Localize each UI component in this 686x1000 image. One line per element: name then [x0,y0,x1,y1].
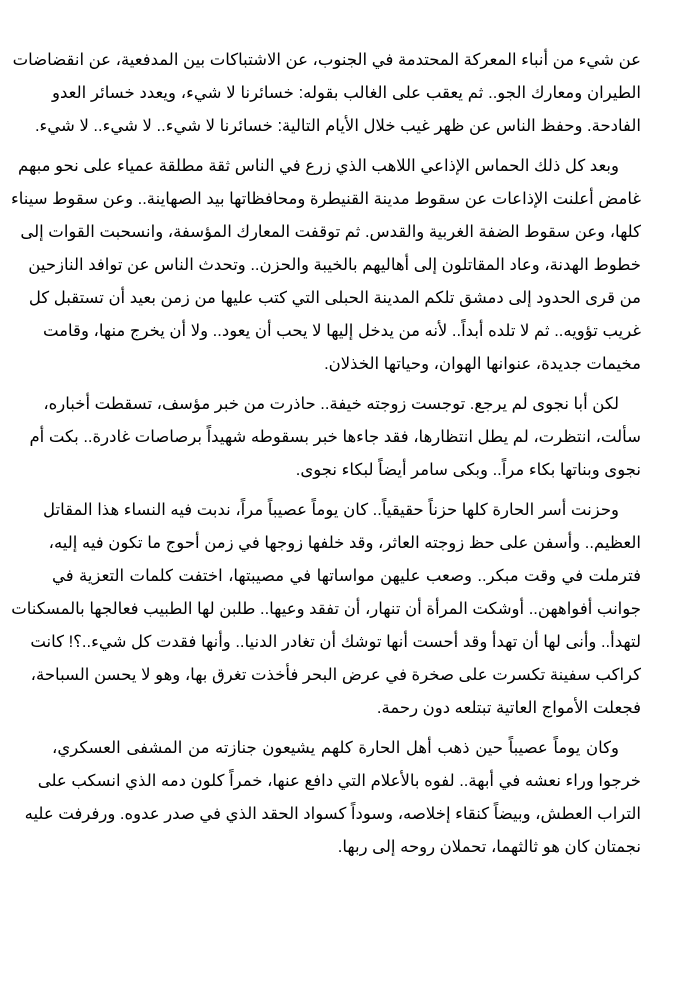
text-line: فجعلت الأمواج العاتية تبتلعه دون رحمة. [376,699,641,717]
text-line: من قرى الحدود إلى دمشق تلكم المدينة الحبلى التي كتب عليها من زمن بعيد أن تستقبل كل [28,289,641,307]
text-line: وكان يوماً عصيباً حين ذهب أهل الحارة كلهم يشيعون جنازته من المشفى العسكري، [52,739,619,757]
paragraph-4 [11,494,641,725]
text-line: وبعد كل ذلك الحماس الإذاعي اللاهب الذي زرع في الناس ثقة مطلقة عمياء على نحو مبهم [18,157,619,175]
text-line: جوانب أفواههن.. أوشكت المرأة أن تنهار، أن تفقد وعيها.. طلبن لها الطبيب فعالجها بالمسكنات [11,600,641,618]
text-line: وحزنت أسر الحارة كلها حزناً حقيقياً.. كان يوماً عصيباً مراً، ندبت فيه النساء هذا المقاتل [43,501,619,519]
text-line: فترملت في وقت مبكر.. وصعب عليهن مواساتها في مصيبتها، اختفت كلمات التعزية في [52,567,641,585]
paragraph-3 [29,388,641,487]
text-line: كلها، وعن سقوط الضفة الغربية والقدس. ثم توقفت المعارك المؤسفة، وانسحبت القوات إلى [20,223,641,241]
text-line: العظيم.. وأسفن على حظ زوجته العاثر، وقد خلفها زوجها في زمن أحوج ما تكون فيه إليه، [48,534,641,552]
paragraph-2 [10,150,641,381]
text-line: لتهدأ.. وأنى لها أن تهدأ وقد أحست أنها توشك أن تغادر الدنيا.. وأنها فقدت كل شيء..؟! كانت [30,633,641,651]
text-line: عن شيء من أنباء المعركة المحتدمة في الجنوب، عن الاشتباكات بين المدفعية، عن انقضاضات [12,51,641,69]
text-line: لكن أبا نجوى لم يرجع. توجست زوجته خيفة.. حاذرت من خبر مؤسف، تسقطت أخباره، [43,395,619,413]
text-line: نجوى وبناتها بكاء مراً.. وبكى سامر أيضاً لبكاء نجوى. [295,461,641,479]
paragraph-5 [24,732,641,864]
text-line: غامض أعلنت الإذاعات عن سقوط مدينة القنيطرة ومحافظاتها بيد الصهاينة.. وعن سقوط سيناء [10,190,641,208]
text-line: غريب تؤويه.. ثم لا تلده أبداً.. لأنه من يدخل إليها لا يحب أن يعود.. ولا أن يخرج منها، وقامت [42,322,641,340]
text-line: الطيران ومعارك الجو.. ثم يعقب على الغالب بقوله: خسائرنا لا شيء، ويعدد خسائر العدو [52,84,641,102]
text-line: الفادحة. وحفظ الناس عن ظهر غيب خلال الأيام التالية: خسائرنا لا شيء.. لا شيء.. لا شيء. [34,117,641,135]
text-line: سألت، انتظرت، لم يطل انتظارها، فقد جاءها خبر بسقوطه شهيداً برصاصات غادرة.. بكت أم [29,428,641,446]
document-page [10,44,641,871]
text-line: خطوط الهدنة، وعاد المقاتلون إلى أهاليهم بالخيبة والحزن.. وتحدث الناس عن توافد النازحين [28,256,641,274]
paragraph-1 [12,44,641,143]
text-line: نجمتان كان هو ثالثهما، تحملان روحه إلى ربها. [337,838,641,856]
text-line: كراكب سفينة تكسرت على صخرة في عرض البحر فأخذت تغرق بها، وهو لا يحسن السباحة، [30,666,641,684]
text-line: خرجوا وراء نعشه في أبهة.. لفوه بالأعلام التي دافع عنها، خمراً كلون دمه الذي انسكب على [37,772,641,790]
text-line: مخيمات جديدة، عنوانها الهوان، وحياتها الخذلان. [324,355,641,373]
text-line: التراب العطش، وبيضاً كنقاء إخلاصه، وسوداً كسواد الحقد الذي في صدر عدوه. ورفرفت عليه [24,805,641,823]
